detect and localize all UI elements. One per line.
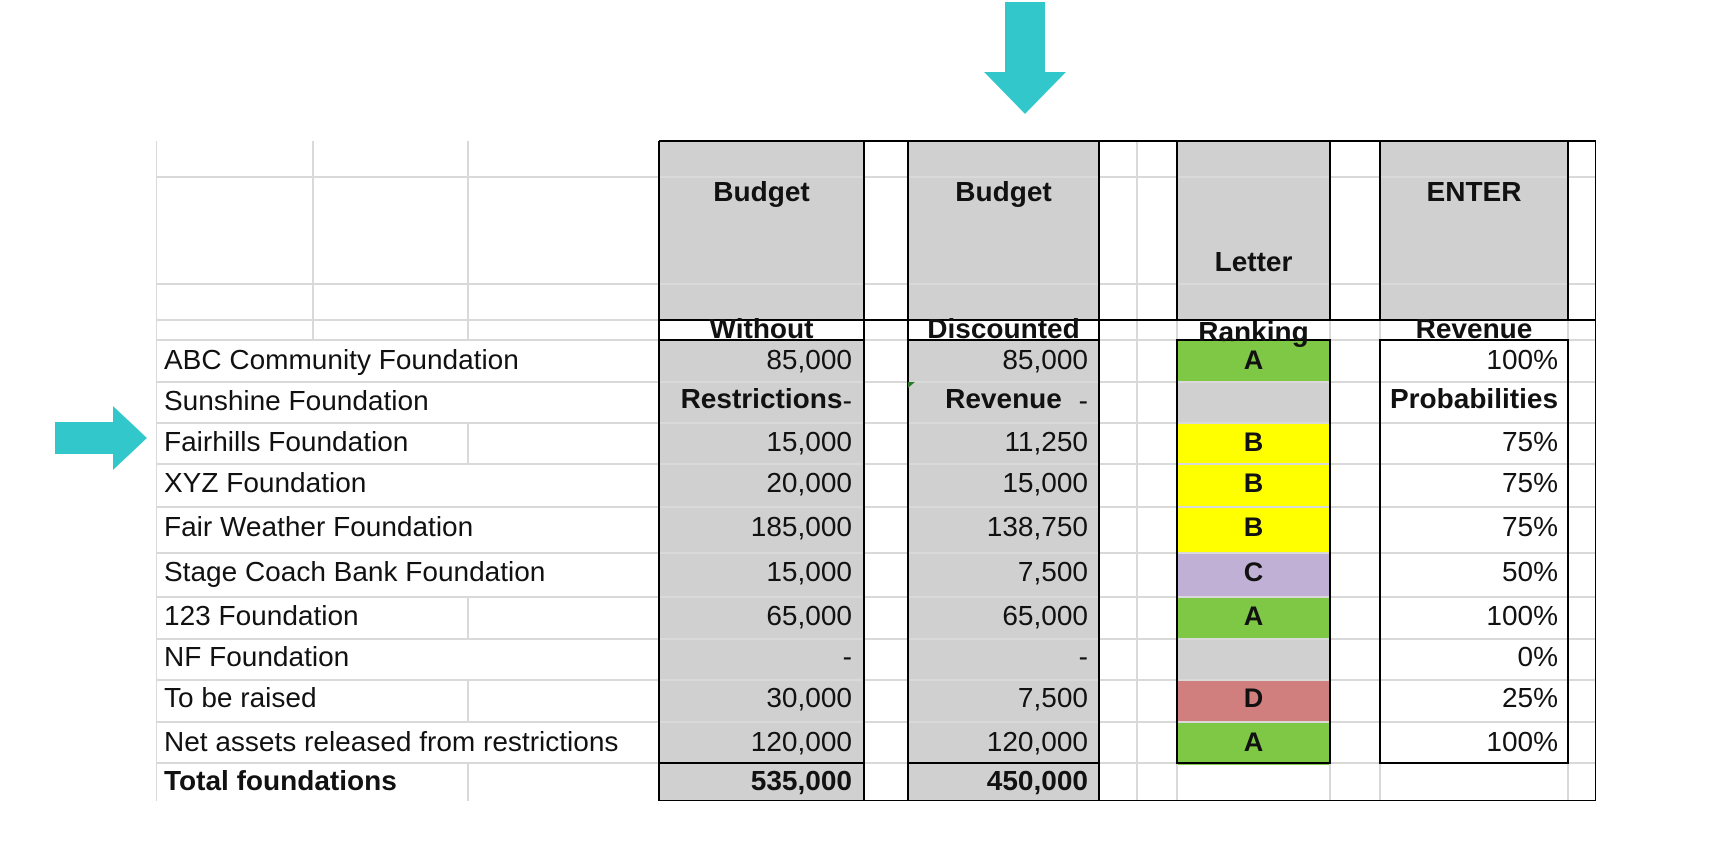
letter-ranking-value[interactable]: B bbox=[1243, 427, 1264, 457]
row-label[interactable]: 123 Foundation bbox=[164, 600, 359, 631]
without-restrictions-value[interactable]: 15,000 bbox=[766, 426, 852, 457]
header-line-ranking: Ranking bbox=[1198, 316, 1309, 347]
without-restrictions-value[interactable]: 15,000 bbox=[766, 556, 852, 587]
header-spacer bbox=[908, 244, 1099, 276]
arrow-down-icon bbox=[984, 2, 1066, 114]
revenue-probability-value[interactable]: 100% bbox=[1486, 600, 1558, 631]
header-line-probabilities: Probabilities bbox=[1389, 383, 1559, 414]
row-label[interactable]: XYZ Foundation bbox=[164, 467, 367, 498]
discounted-revenue-value[interactable]: 7,500 bbox=[1017, 556, 1088, 587]
revenue-probability-value[interactable]: 75% bbox=[1501, 511, 1558, 542]
row-label[interactable]: Sunshine Foundation bbox=[164, 385, 429, 416]
letter-ranking-value[interactable]: B bbox=[1243, 512, 1264, 542]
discounted-revenue-value[interactable]: 85,000 bbox=[1002, 344, 1088, 375]
header-line-letter: Letter bbox=[1214, 246, 1293, 277]
letter-ranking-value[interactable]: C bbox=[1243, 557, 1264, 587]
letter-ranking-value[interactable]: A bbox=[1243, 601, 1264, 631]
row-label[interactable]: NF Foundation bbox=[164, 641, 350, 672]
total-discounted-revenue-value[interactable]: 450,000 bbox=[986, 765, 1088, 796]
without-restrictions-value[interactable]: - bbox=[842, 641, 852, 672]
row-label[interactable]: Net assets released from restrictions bbox=[164, 726, 619, 757]
letter-ranking-value[interactable]: A bbox=[1243, 345, 1264, 375]
header-letter-ranking bbox=[1177, 209, 1330, 347]
revenue-probability-value[interactable]: 75% bbox=[1501, 426, 1558, 457]
letter-ranking-value[interactable]: D bbox=[1243, 683, 1264, 713]
discounted-revenue-value[interactable]: 15,000 bbox=[1002, 467, 1088, 498]
discounted-revenue-value[interactable]: 11,250 bbox=[1004, 426, 1088, 457]
row-label[interactable]: Fairhills Foundation bbox=[164, 426, 409, 457]
row-label[interactable]: To be raised bbox=[164, 682, 317, 713]
total-label[interactable]: Total foundations bbox=[164, 765, 397, 796]
header-line-revenue: Revenue bbox=[1415, 313, 1533, 344]
discounted-revenue-value[interactable]: 138,750 bbox=[986, 511, 1088, 542]
header-line-revenue: Revenue bbox=[945, 383, 1062, 414]
discounted-revenue-value[interactable]: 65,000 bbox=[1002, 600, 1088, 631]
discounted-revenue-value[interactable]: 7,500 bbox=[1017, 682, 1088, 713]
header-spacer bbox=[659, 244, 864, 276]
header-spacer bbox=[1380, 244, 1568, 276]
header-line-budget: Budget bbox=[955, 176, 1052, 207]
without-restrictions-value[interactable]: 85,000 bbox=[766, 344, 852, 375]
row-label[interactable]: Fair Weather Foundation bbox=[164, 511, 474, 542]
row-label[interactable]: Stage Coach Bank Foundation bbox=[164, 556, 546, 587]
discounted-revenue-value[interactable]: - bbox=[1078, 385, 1088, 416]
without-restrictions-value[interactable]: 20,000 bbox=[766, 467, 852, 498]
arrow-right-icon bbox=[55, 406, 147, 470]
discounted-revenue-value[interactable]: 120,000 bbox=[986, 726, 1088, 757]
header-line-discounted: Discounted bbox=[927, 313, 1080, 344]
row-label[interactable]: ABC Community Foundation bbox=[164, 344, 519, 375]
revenue-probability-value[interactable]: 100% bbox=[1486, 344, 1558, 375]
total-without-restrictions-value[interactable]: 535,000 bbox=[750, 765, 852, 796]
revenue-probability-value[interactable]: 25% bbox=[1501, 682, 1558, 713]
discounted-revenue-value[interactable]: - bbox=[1078, 641, 1088, 672]
without-restrictions-value[interactable]: 185,000 bbox=[750, 511, 852, 542]
revenue-probability-value[interactable]: 100% bbox=[1486, 726, 1558, 757]
without-restrictions-value[interactable]: 30,000 bbox=[766, 682, 852, 713]
without-restrictions-value[interactable]: - bbox=[842, 385, 852, 416]
spreadsheet-grid bbox=[156, 139, 1596, 801]
without-restrictions-value[interactable]: 65,000 bbox=[766, 600, 852, 631]
header-line-enter: ENTER bbox=[1426, 176, 1522, 207]
header-line-budget: Budget bbox=[713, 176, 810, 207]
revenue-probability-value[interactable]: 0% bbox=[1517, 641, 1558, 672]
letter-ranking-value[interactable]: A bbox=[1243, 727, 1264, 757]
header-line-without: Without bbox=[709, 313, 814, 344]
header-line-restrictions: Restrictions bbox=[680, 383, 843, 414]
without-restrictions-value[interactable]: 120,000 bbox=[750, 726, 852, 757]
letter-ranking-value[interactable]: B bbox=[1243, 468, 1264, 498]
revenue-probability-value[interactable]: 75% bbox=[1501, 467, 1558, 498]
revenue-probability-value[interactable]: 50% bbox=[1501, 556, 1558, 587]
